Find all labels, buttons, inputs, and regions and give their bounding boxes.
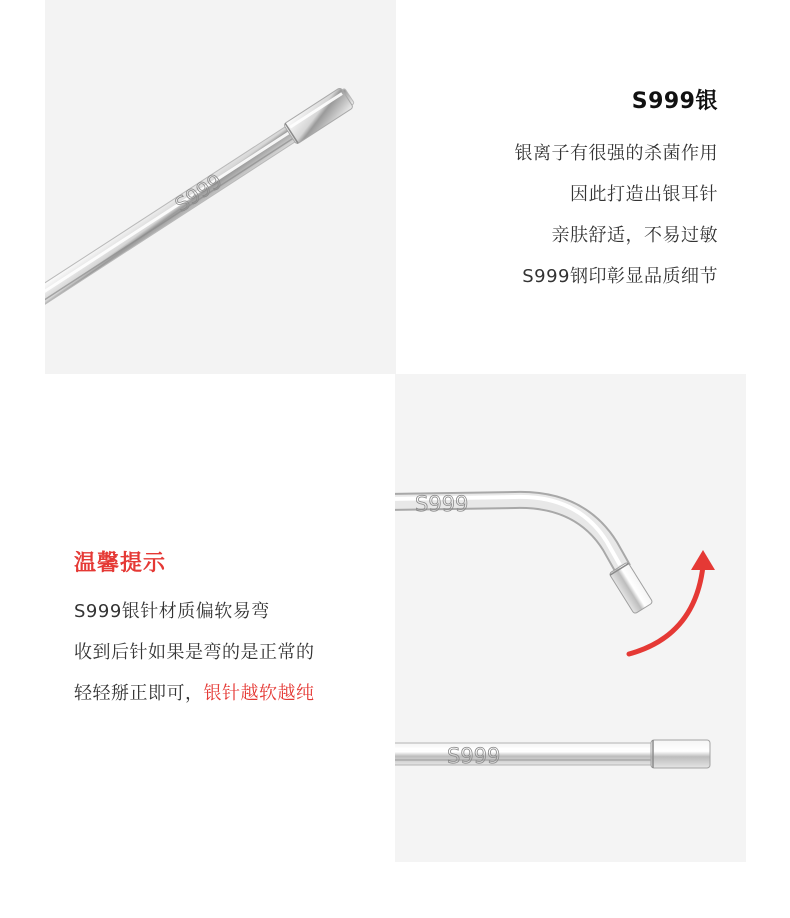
product-image-bent-needle	[395, 374, 746, 862]
tips-text-block	[74, 546, 315, 714]
bent-needle-illustration	[395, 374, 746, 862]
tips-line-last	[74, 673, 315, 714]
feature-title: S999银	[631, 89, 718, 114]
feature-line: 因此打造出银耳针	[570, 184, 718, 205]
tips-line: S999银针材质偏软易弯	[74, 601, 270, 622]
tips-line: 收到后针如果是弯的是正常的	[74, 642, 315, 663]
engraving-text: S999	[170, 168, 227, 217]
engraving-text-straight: S999	[447, 744, 501, 768]
tips-title: 温馨提示	[74, 551, 167, 576]
tips-line-prefix: 轻轻掰正即可，	[74, 683, 204, 704]
feature-line: 亲肤舒适，不易过敏	[551, 225, 718, 246]
tips-highlight: 银针越软越纯	[203, 683, 315, 704]
feature-text-block	[515, 84, 719, 297]
engraving-text-bent: S999	[415, 492, 469, 516]
feature-line: S999钢印彰显品质细节	[522, 266, 718, 287]
product-image-straight-needle	[45, 0, 396, 374]
arrow-head-icon	[691, 550, 715, 570]
needle-illustration	[45, 0, 396, 374]
feature-line: 银离子有很强的杀菌作用	[514, 143, 718, 164]
